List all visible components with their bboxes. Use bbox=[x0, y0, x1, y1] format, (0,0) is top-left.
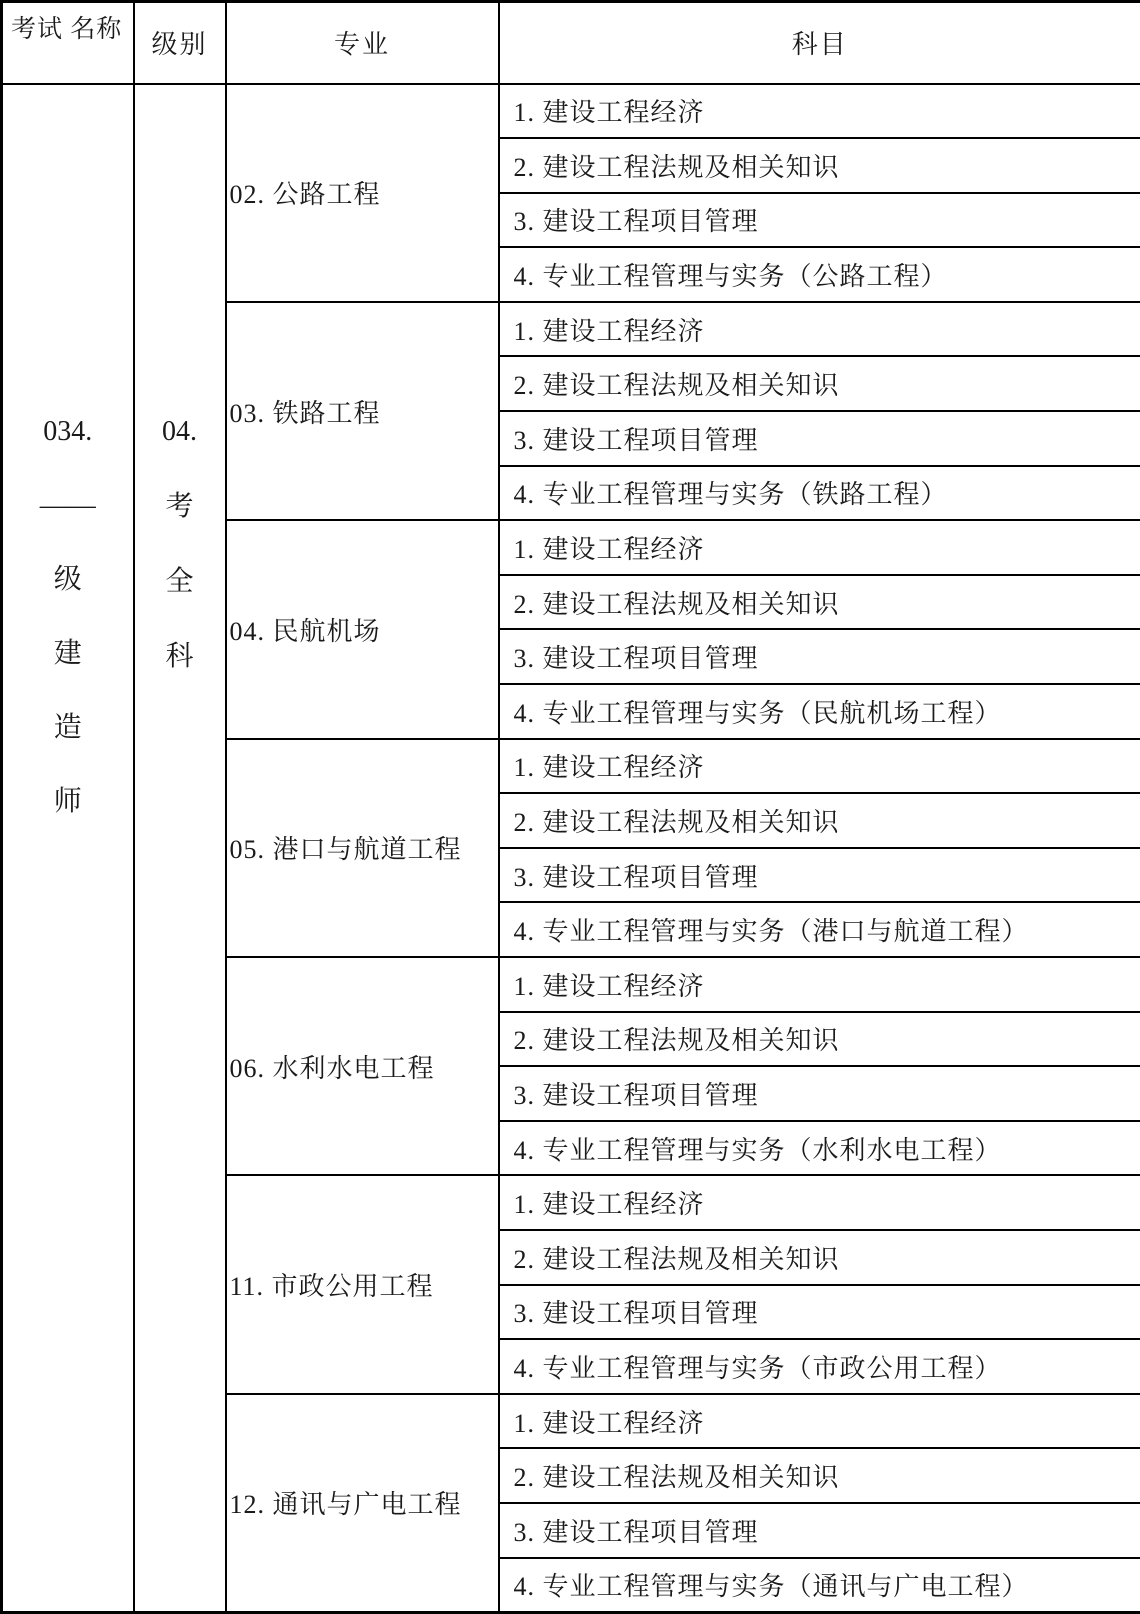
subject-cell: 2. 建设工程法规及相关知识 bbox=[499, 1230, 1140, 1285]
exam-name-line: 级 bbox=[54, 565, 82, 595]
subject-cell: 3. 建设工程项目管理 bbox=[499, 1285, 1140, 1340]
level-cell bbox=[134, 84, 226, 1613]
subject-cell: 1. 建设工程经济 bbox=[499, 739, 1140, 794]
level-line: 04. bbox=[162, 417, 197, 447]
exam-name-line: —— bbox=[40, 491, 96, 521]
subject-cell: 4. 专业工程管理与实务（市政公用工程） bbox=[499, 1339, 1140, 1394]
exam-name-text bbox=[3, 85, 133, 817]
major-cell: 11. 市政公用工程 bbox=[226, 1175, 499, 1393]
subject-cell: 2. 建设工程法规及相关知识 bbox=[499, 138, 1140, 193]
subject-cell: 3. 建设工程项目管理 bbox=[499, 411, 1140, 466]
exam-name-line: 034. bbox=[43, 417, 92, 447]
subject-cell: 2. 建设工程法规及相关知识 bbox=[499, 356, 1140, 411]
level-line: 考 bbox=[165, 492, 193, 522]
major-cell: 02. 公路工程 bbox=[226, 84, 499, 302]
subject-cell: 3. 建设工程项目管理 bbox=[499, 193, 1140, 248]
subject-cell: 4. 专业工程管理与实务（水利水电工程） bbox=[499, 1121, 1140, 1176]
subject-cell: 2. 建设工程法规及相关知识 bbox=[499, 575, 1140, 630]
subject-cell: 4. 专业工程管理与实务（通讯与广电工程） bbox=[499, 1558, 1140, 1613]
subject-cell: 1. 建设工程经济 bbox=[499, 1175, 1140, 1230]
header-level: 级别 bbox=[134, 2, 226, 84]
subject-cell: 1. 建设工程经济 bbox=[499, 84, 1140, 139]
header-major: 专业 bbox=[226, 2, 499, 84]
major-cell: 03. 铁路工程 bbox=[226, 302, 499, 520]
level-line: 全 bbox=[165, 567, 193, 597]
exam-name-line: 造 bbox=[54, 713, 82, 743]
subject-cell: 1. 建设工程经济 bbox=[499, 1394, 1140, 1449]
header-exam-name: 考试 名称 bbox=[2, 2, 134, 84]
major-cell: 04. 民航机场 bbox=[226, 520, 499, 738]
exam-name-line: 师 bbox=[54, 787, 82, 817]
subject-cell: 3. 建设工程项目管理 bbox=[499, 848, 1140, 903]
subject-cell: 3. 建设工程项目管理 bbox=[499, 629, 1140, 684]
subject-cell: 4. 专业工程管理与实务（港口与航道工程） bbox=[499, 902, 1140, 957]
subject-cell: 3. 建设工程项目管理 bbox=[499, 1503, 1140, 1558]
subject-cell: 2. 建设工程法规及相关知识 bbox=[499, 793, 1140, 848]
exam-name-line: 建 bbox=[54, 639, 82, 669]
subject-cell: 1. 建设工程经济 bbox=[499, 520, 1140, 575]
level-text bbox=[135, 85, 225, 672]
major-cell: 05. 港口与航道工程 bbox=[226, 739, 499, 957]
subject-cell: 4. 专业工程管理与实务（民航机场工程） bbox=[499, 684, 1140, 739]
subject-cell: 2. 建设工程法规及相关知识 bbox=[499, 1448, 1140, 1503]
header-subject: 科目 bbox=[499, 2, 1140, 84]
subject-cell: 4. 专业工程管理与实务（公路工程） bbox=[499, 247, 1140, 302]
subject-cell: 1. 建设工程经济 bbox=[499, 957, 1140, 1012]
exam-name-cell bbox=[2, 84, 134, 1613]
level-line: 科 bbox=[165, 642, 193, 672]
major-cell: 12. 通讯与广电工程 bbox=[226, 1394, 499, 1612]
subject-cell: 2. 建设工程法规及相关知识 bbox=[499, 1012, 1140, 1067]
subject-cell: 1. 建设工程经济 bbox=[499, 302, 1140, 357]
subject-cell: 3. 建设工程项目管理 bbox=[499, 1066, 1140, 1121]
major-cell: 06. 水利水电工程 bbox=[226, 957, 499, 1175]
subject-cell: 4. 专业工程管理与实务（铁路工程） bbox=[499, 466, 1140, 521]
